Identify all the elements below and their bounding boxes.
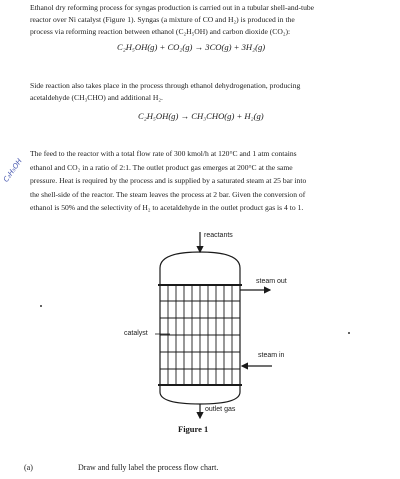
intro-line: process via reforming reaction between ethanol (C₂H₅OH) and carbon dioxide (CO₂): xyxy=(30,27,291,36)
outlet-gas-label: outlet gas xyxy=(205,406,236,413)
intro-line: Ethanol dry reforming process for syngas production is carried out in a tubular shell-and-tube xyxy=(30,3,315,12)
feed-line: The feed to the reactor with a total flow rate of 300 kmol/h at 120°C and 1 atm contains xyxy=(30,149,297,158)
side-reaction-line: acetaldehyde (CH₃CHO) and additional H₂. xyxy=(30,93,163,102)
question-text: Draw and fully label the process flow chart. xyxy=(78,463,219,472)
steam-out-label: steam out xyxy=(256,278,287,285)
steam-in-label: steam in xyxy=(258,352,285,359)
dehydrogenation-equation: C₂H₅OH(g) → CH₃CHO(g) + H₂(g) xyxy=(138,111,264,121)
reactants-label: reactants xyxy=(204,232,233,239)
question-number: (a) xyxy=(24,463,33,472)
reactor-bottom-head xyxy=(160,385,240,404)
handwritten-note: C₂H₅OH xyxy=(2,157,24,184)
intro-line: reactor over Ni catalyst (Figure 1). Syngas (a mixture of CO and H₂) is produced in the xyxy=(30,15,295,24)
feed-line: ethanol is 50% and the selectivity of H₂ to acetaldehyde in the outlet product gas is 4 to 1. xyxy=(30,203,304,212)
figure-caption: Figure 1 xyxy=(178,424,209,434)
feed-line: the shell-side of the reactor. The steam leaves the process at 2 bar. Given the conversion of xyxy=(30,189,306,199)
reforming-equation: C₂H₅OH(g) + CO₂(g) → 3CO(g) + 3H₂(g) xyxy=(117,42,266,52)
reactor-top-head xyxy=(160,252,240,285)
feed-line: pressure. Heat is required by the process and is supplied by a saturated steam at 25 bar into xyxy=(30,176,307,185)
catalyst-label: catalyst xyxy=(124,330,148,337)
feed-line: ethanol and CO₂ in a ratio of 2:1. The outlet product gas emerges at 200°C at the same xyxy=(30,162,293,172)
side-reaction-line: Side reaction also takes place in the process through ethanol dehydrogenation, producing xyxy=(30,81,301,90)
